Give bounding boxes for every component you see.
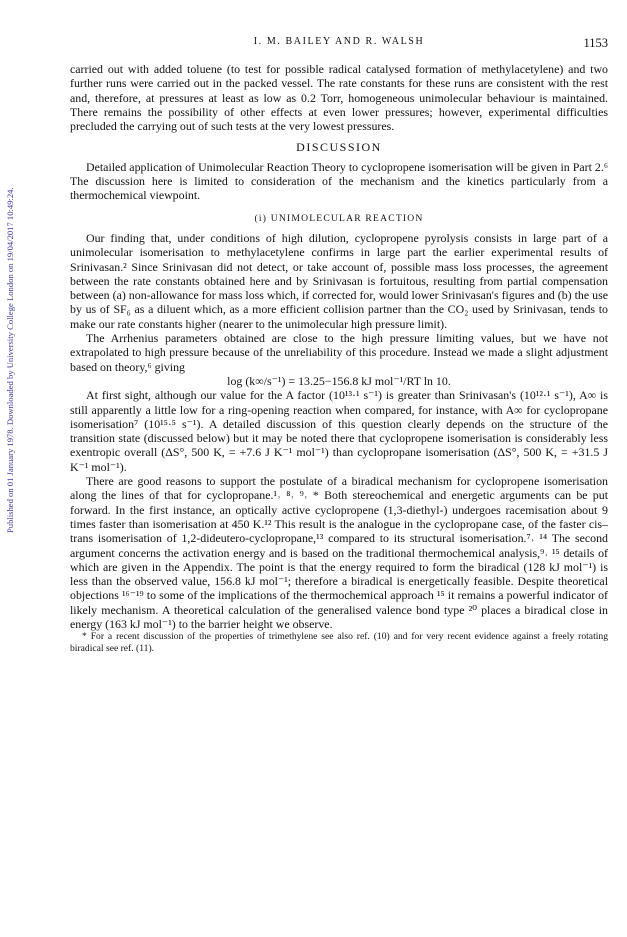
footnote: * For a recent discussion of the properties of trimethylene see also ref. (10) and for very recent evidence against a freely rotating biradical see ref. (11). (70, 631, 608, 654)
paragraph-4: There are good reasons to support the postulate of a biradical mechanism for cyclopropene isomerisation along the lines of that for cyclopropane.¹˒ ⁸˒ ⁹˒ * Both stereochemical and energetic arguments can be put forward. In the first instance, an optically active cyclopropene (1,3-diethyl-) undergoes racemisation about 9 times faster than isomerisation at 450 K.¹² This result is the analogue in the cyclopropane case, of the faster cis–trans isomerisation of 1,2-dideutero-cyclopropane,¹³ compared to its structural isomerisation.⁷˒ ¹⁴ The second argument concerns the activation energy and is based on the traditional thermochemical analysis,⁹˒ ¹⁵ details of which are given in the Appendix. The point is that the energy required to form the biradical (128 kJ mol⁻¹) is less than the observed value, 156.8 kJ mol⁻¹; therefore a biradical is energetically feasible. Despite theoretical objections ¹⁶⁻¹⁹ to some of the implications of the thermochemical approach ¹⁵ it remains a powerful indicator of likely mechanism. A theoretical calculation of the generalised valence bond type ²⁰ places a biradical close in energy (163 kJ mol⁻¹) to the barrier height we observe. (70, 474, 608, 631)
publication-sidebar-text: Published on 01 January 1978. Downloaded by University College London on 19/04/2017 10:49:24. (5, 187, 15, 533)
paragraph-3: At first sight, although our value for the A factor (10¹³·¹ s⁻¹) is greater than Srinivasan's (10¹²·¹ s⁻¹), A∞ is still apparently a little low for a ring-opening reaction when compared, for instance, with A∞ for cyclopropane isomerisation⁷ (10¹⁵·⁵ s⁻¹). A detailed discussion of this question clearly depends on the structure of the transition state (discussed below) but it may be noted there that cyclopropene isomerisation is considerably less exentropic overall (ΔS°, 500 K, = +7.6 J K⁻¹ mol⁻¹) than cyclopropane isomerisation (ΔS°, 500 K, = +31.5 J K⁻¹ mol⁻¹). (70, 388, 608, 474)
intro-paragraph: carried out with added toluene (to test for possible radical catalysed formation of methylacetylene) and two further runs were carried out in the packed vessel. The rate constants for these runs are consistent with the rest and, therefore, at pressures at least as low as 0.2 Torr, homogeneous unimolecular behaviour is maintained. There remains the possibility of other effects at even lower pressures; however, experimental difficulties precluded the carrying out of such tests at the very lowest pressures. (70, 62, 608, 134)
arrhenius-equation: log (k∞/s⁻¹) = 13.25−156.8 kJ mol⁻¹/RT ln 10. (227, 373, 451, 388)
discussion-paragraph: Detailed application of Unimolecular Reaction Theory to cyclopropene isomerisation will be given in Part 2.⁶ The discussion here is limited to consideration of the mechanism and the kinetics particularly from a thermochemical viewpoint. (70, 159, 608, 203)
subsection-heading: (i) UNIMOLECULAR REACTION (254, 212, 424, 224)
article-body (70, 62, 608, 654)
section-heading: DISCUSSION (296, 140, 382, 155)
paragraph-2: The Arrhenius parameters obtained are close to the high pressure limiting values, but we have not extrapolated to high pressure because of the unreliability of this procedure. Instead we made a slight adjustment based on theory,⁶ giving (70, 331, 608, 374)
running-title: I. M. BAILEY AND R. WALSH (253, 36, 425, 47)
paragraph-1: Our finding that, under conditions of high dilution, cyclopropene pyrolysis consists in large part of a unimolecular isomerisation to methylacetylene confirms in large part the earlier experimental results of Srinivasan.² Since Srinivasan did not detect, or take account of, possible mass loss processes, the agreement between the rate constants obtained here and by Srinivasan is fortuitous, resulting from partial compensation between (a) non-allowance for mass loss which, if corrected for, would lower Srinivasan's figures and (b) the use by us of SF₆ as a diluent which, as a more efficient collision partner than the CO₂ used by Srinivasan, tends to make our rate constants higher (nearer to the unimolecular high pressure limit). (70, 230, 608, 331)
page-number: 1153 (583, 36, 608, 50)
page-header (70, 36, 608, 52)
